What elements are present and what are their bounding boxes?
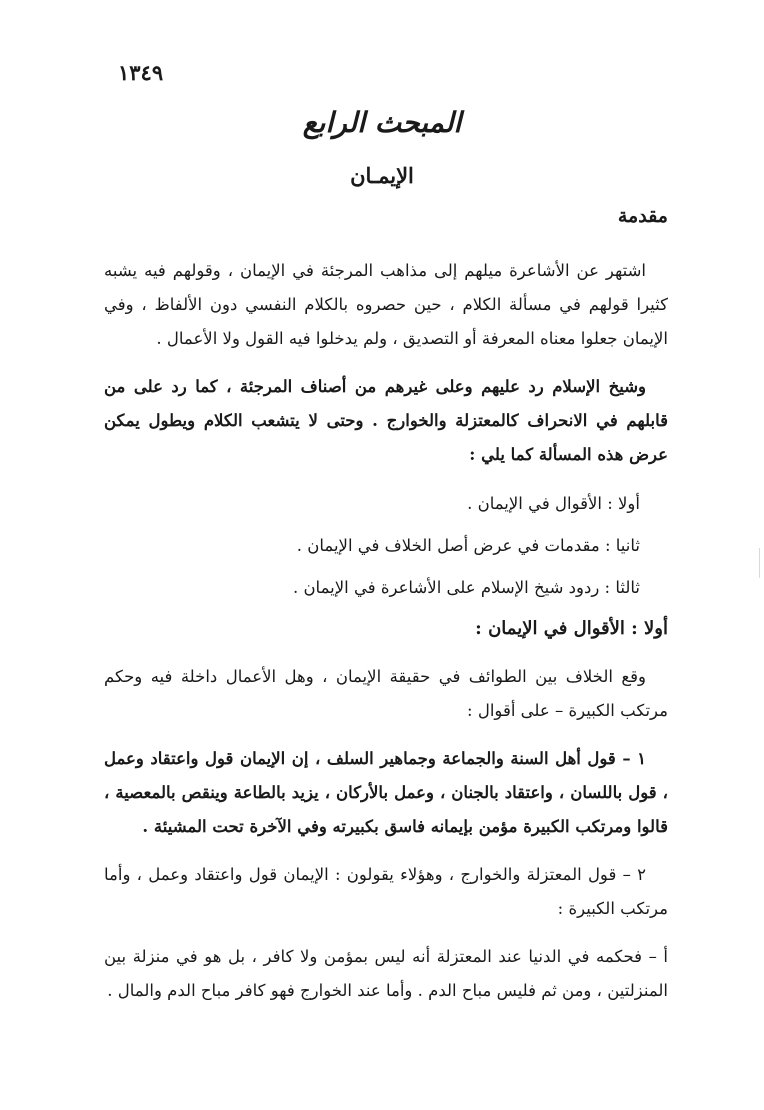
paragraph-ahl-sunnah: ١ – قول أهل السنة والجماعة وجماهير السلف ، إن الإيمان قول واعتقاد وعمل ، قول باللسان ، واعتقاد بالجنان ، وعمل بالأركان ، يزيد بالطاعة وينقص بالمعصية ، قالوا ومرتكب الكبيرة مؤمن بإيمانه فاسق بكبيرته وفي الآخرة تحت المشيئة . <box>104 749 668 836</box>
section-title: المبحث الرابع <box>302 106 462 139</box>
page-number: ١٣٤٩ <box>118 60 164 85</box>
paragraph-ashari-position: اشتهر عن الأشاعرة ميلهم إلى مذاهب المرجئة في الإيمان ، وقولهم فيه يشبه كثيرا قولهم في مسألة الكلام ، حين حصروه بالكلام النفسي دون الألفاظ ، وفي الإيمان جعلوا معناه المعرفة أو التصديق ، ولم يدخلوا فيه القول ولا الأعمال . <box>104 261 668 348</box>
paragraph-refutation-intro: وشيخ الإسلام رد عليهم وعلى غيرهم من أصناف المرجئة ، كما رد على من قابلهم في الانحراف كالمعتزلة والخوارج . وحتى لا يتشعب الكلام ويطول يمكن عرض هذه المسألة كما يلي : <box>104 377 668 464</box>
section-subtitle: الإيمـان <box>350 163 414 188</box>
outline-item-1: أولا : الأقوال في الإيمان . <box>467 494 640 513</box>
paragraph-ruling-dunya: أ – فحكمه في الدنيا عند المعتزلة أنه ليس بمؤمن ولا كافر ، بل هو في منزلة بين المنزلتين ، ومن ثم فليس مباح الدم . وأما عند الخوارج فهو كافر مباح الدم والمال . <box>104 947 668 1000</box>
paragraph-mutazila-khawarij: ٢ – قول المعتزلة والخوارج ، وهؤلاء يقولون : الإيمان قول واعتقاد وعمل ، وأما مرتكب الكبيرة : <box>104 865 668 918</box>
page-edge-mark <box>759 548 760 578</box>
outline-item-2: ثانيا : مقدمات في عرض أصل الخلاف في الإيمان . <box>296 536 640 555</box>
subheading-views: أولا : الأقوال في الإيمان : <box>475 618 668 639</box>
paragraph-disagreement: وقع الخلاف بين الطوائف في حقيقة الإيمان ، وهل الأعمال داخلة فيه وحكم مرتكب الكبيرة – على أقوال : <box>104 667 668 720</box>
intro-heading: مقدمة <box>617 205 668 227</box>
page-body <box>104 254 668 1022</box>
outline-item-3: ثالثا : ردود شيخ الإسلام على الأشاعرة في الإيمان . <box>292 578 640 597</box>
